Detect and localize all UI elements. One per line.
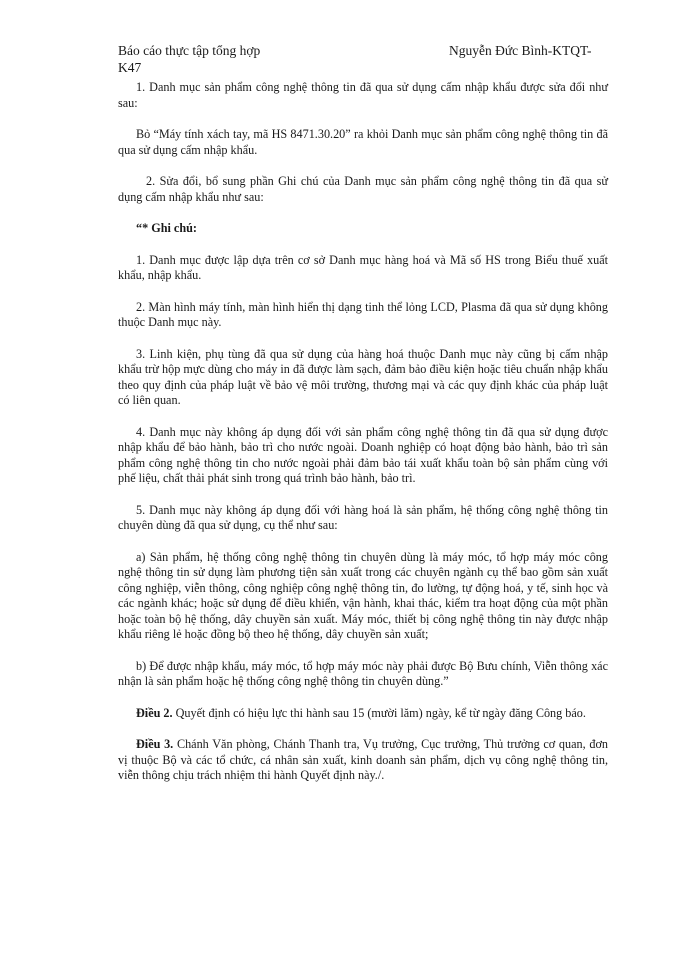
note-2: 2. Màn hình máy tính, màn hình hiển thị dạng tinh thể lỏng LCD, Plasma đã qua sử dụng không thuộc Danh mục này. [118,299,608,329]
header-title: Báo cáo thực tập tổng hợp [118,43,261,58]
document-body [118,80,608,784]
article-3-text: Chánh Văn phòng, Chánh Thanh tra, Vụ trưởng, Cục trưởng, Thủ trưởng cơ quan, đơn vị thuộc Bộ và các tổ chức, cá nhân sản xuất, kinh doanh sản phẩm, dịch vụ công nghệ thông tin, viễn thông chịu trách nhiệm thi hành Quyết định này./. [118,737,609,782]
note-5: 5. Danh mục này không áp dụng đối với hàng hoá là sản phẩm, hệ thống công nghệ thông tin chuyên dùng đã qua sử dụng, cụ thể như sau: [118,502,608,532]
paragraph-3: 2. Sửa đổi, bổ sung phần Ghi chú của Danh mục sản phẩm công nghệ thông tin đã qua sử dụng cấm nhập khẩu như sau: [118,174,608,204]
note-3: 3. Linh kiện, phụ tùng đã qua sử dụng của hàng hoá thuộc Danh mục này cũng bị cấm nhập khẩu trừ hộp mực dùng cho máy in đã được làm sạch, đảm bảo điều kiện hoặc tiêu chuẩn nhập khẩu theo quy định của pháp luật về bảo vệ môi trường, thương mại và các quy định khác của pháp luật có liên quan. [118,346,608,407]
paragraph-2: Bỏ “Máy tính xách tay, mã HS 8471.30.20” ra khỏi Danh mục sản phẩm công nghệ thông tin đã qua sử dụng cấm nhập khẩu. [118,127,608,157]
article-2 [118,706,608,722]
note-heading [118,221,608,237]
article-3-label: Điều 3. [136,737,174,751]
paragraph-1: 1. Danh mục sản phẩm công nghệ thông tin đã qua sử dụng cấm nhập khẩu được sửa đổi như sau: [118,80,608,110]
note-1: 1. Danh mục được lập dựa trên cơ sở Danh mục hàng hoá và Mã số HS trong Biểu thuế xuất khẩu, nhập khẩu. [118,252,608,282]
note-5b: b) Để được nhập khẩu, máy móc, tổ hợp máy móc này phải được Bộ Bưu chính, Viễn thông xác nhận là sản phẩm hoặc hệ thống công nghệ thông tin chuyên dùng.” [118,658,608,688]
header-author-continued: K47 [118,60,142,75]
note-5a: a) Sản phẩm, hệ thống công nghệ thông tin chuyên dùng là máy móc, tổ hợp máy móc công nghệ thông tin sử dụng làm phương tiện sản xuất trong các chuyên ngành cụ thể bao gồm sản xuất công nghiệp, viễn thông, công nghiệp công nghệ thông tin, đo lường, tự động hoá, y tế, sinh học và các ngành khác; hoặc sử dụng để điều khiển, vận hành, khai thác, kiểm tra hoạt động của một phần hoặc toàn bộ hệ thống, dây chuyền sản xuất. Máy móc, thiết bị công nghệ thông tin này được nhập khẩu riêng lẻ hoặc đồng bộ theo hệ thống, dây chuyền sản xuất; [118,549,608,641]
article-2-label: Điều 2. [136,705,173,720]
header-author: Nguyễn Đức Bình-KTQT- [449,43,592,58]
note-4: 4. Danh mục này không áp dụng đối với sản phẩm công nghệ thông tin đã qua sử dụng được nhập khẩu để bảo hành, bảo trì cho nước ngoài. Doanh nghiệp có hoạt động bảo hành, bảo trì sản phẩm công nghệ thông tin cho nước ngoài phải đảm bảo tái xuất khẩu toàn bộ sản phẩm cùng với phế liệu, chất thải phát sinh trong quá trình bảo hành, bảo trì. [118,424,608,485]
article-2-text: Quyết định có hiệu lực thi hành sau 15 (mười lăm) ngày, kể từ ngày đăng Công báo. [172,705,586,720]
article-3 [118,737,608,784]
note-heading-text: “* Ghi chú: [136,221,197,235]
